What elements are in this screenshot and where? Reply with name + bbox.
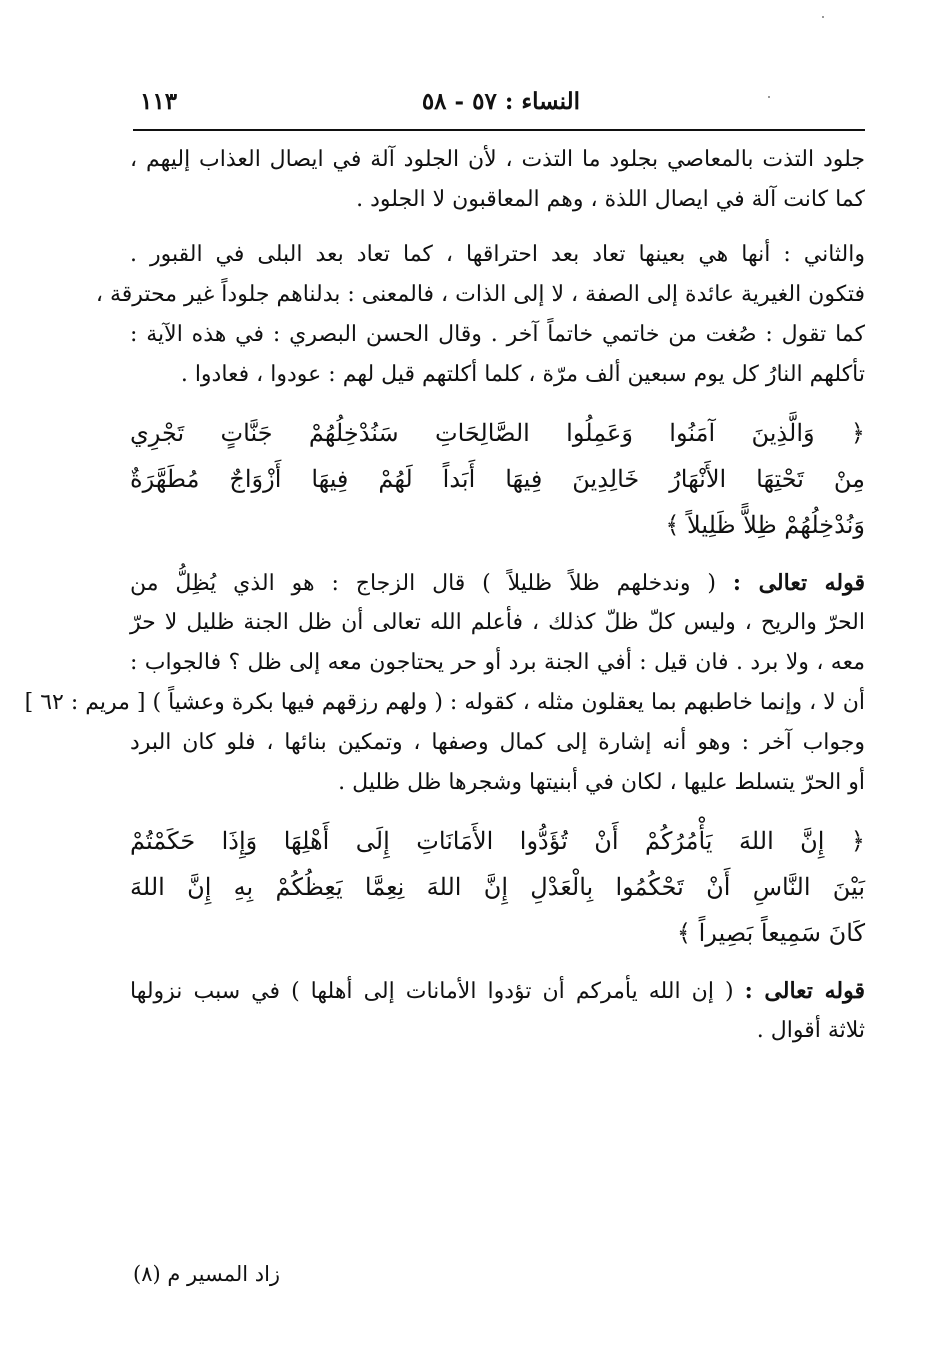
- text-line: [130, 563, 865, 603]
- running-header: [140, 88, 860, 124]
- text-line: أو الحرّ يتسلط عليها ، لكان في أبنيتها وشجرها ظل ظليل .: [338, 770, 865, 795]
- text-line: أن لا ، وإنما خاطبهم بما يعقلون مثله ، كقوله : ( ولهم رزقهم فيها بكرة وعشياً ) [ مريم : ٦٢ ]: [24, 690, 865, 715]
- commentary-lead: قوله تعالى :: [744, 978, 865, 1004]
- verse-line: ﴿ إِنَّ اللهَ يَأْمُرُكُمْ أَنْ تُؤَدُّوا الأَمَانَاتِ إِلَى أَهْلِهَا وَإِذَا حَكَمْتُمْ: [130, 827, 865, 855]
- verse-line: ﴿ وَالَّذِينَ آمَنُوا وَعَمِلُوا الصَّالِحَاتِ سَنُدْخِلُهُمْ جَنَّاتٍ تَجْرِي: [130, 419, 865, 447]
- text-line: كما تقول : صُغت من خاتمي خاتماً آخر . وقال الحسن البصري : في هذه الآية :: [130, 322, 865, 347]
- commentary-1: [24, 563, 865, 803]
- text-line: تأكلهم النارُ كل يوم سبعين ألف مرّة ، كلما أكلتهم قيل لهم : عودوا ، فعادوا .: [180, 362, 865, 387]
- text-line: جلود التذت بالمعاصي بجلود ما التذت ، لأن الجلود آلة في ايصال العذاب إليهم ،: [130, 147, 865, 172]
- paragraph-1: [130, 140, 865, 220]
- verse-line: مِنْ تَحْتِهَا الأَنْهَارُ خَالِدِينَ فِيهَا أَبَداً لَهُمْ فِيهَا أَزْوَاجٌ مُطَهَّرَةٌ: [130, 465, 865, 493]
- quran-verse-2: [130, 818, 865, 956]
- text-line: ثلاثة أقوال .: [756, 1018, 865, 1043]
- text-line: وجواب آخر : وهو أنه إشارة إلى كمال وصفها ، وتمكين بنائها ، فلو كان البرد: [130, 730, 865, 755]
- commentary-first-line: ( إن الله يأمركم أن تؤدوا الأمانات إلى أهلها ) في سبب نزولها: [130, 979, 734, 1004]
- commentary-2: [130, 971, 865, 1051]
- text-line: معه ، ولا برد . فان قيل : أفي الجنة برد أو حر يحتاجون معه إلى ظل ؟ فالجواب :: [130, 650, 865, 675]
- verse-line: وَنُدْخِلُهُمْ ظِلاًّ ظَلِيلاً ﴾: [665, 511, 865, 539]
- header-rule: [133, 129, 865, 131]
- text-line: [130, 971, 865, 1011]
- quran-verse-1: [130, 410, 865, 548]
- text-line: كما كانت آلة في ايصال اللذة ، وهم المعاقبون لا الجلود .: [356, 187, 865, 212]
- text-line: فتكون الغيرية عائدة إلى الصفة ، لا إلى الذات ، فالمعنى : بدلناهم جلوداً غير محترقة ،: [95, 282, 865, 307]
- verse-line: بَيْنَ النَّاسِ أَنْ تَحْكُمُوا بِالْعَدْلِ إِنَّ اللهَ نِعِمَّا يَعِظُكُمْ بِهِ إِنَّ اللهَ: [130, 873, 865, 901]
- header-title: النساء : ٥٧ - ٥٨: [421, 88, 580, 115]
- verse-line: كَانَ سَمِيعاً بَصِيراً ﴾: [676, 919, 865, 947]
- paragraph-2: [95, 235, 865, 395]
- text-line: الحرّ والريح ، وليس كلّ ظلّ كذلك ، فأعلم الله تعالى أن ظل الجنة ظليل لا حرّ: [130, 610, 865, 635]
- commentary-lead: قوله تعالى :: [732, 570, 865, 596]
- commentary-first-line: ( وندخلهم ظلاً ظليلاً ) قال الزجاج : هو الذي يُظِلُّ من: [130, 571, 717, 596]
- scan-speck: [822, 16, 824, 18]
- page-number: ١١٣: [140, 88, 178, 115]
- scan-speck: [768, 96, 770, 98]
- text-line: والثاني : أنها هي بعينها تعاد بعد احتراقها ، كما تعاد بعد البلى في القبور .: [130, 242, 865, 267]
- footer-signature: زاد المسير م (٨): [133, 1262, 281, 1286]
- page-body: [24, 140, 865, 1051]
